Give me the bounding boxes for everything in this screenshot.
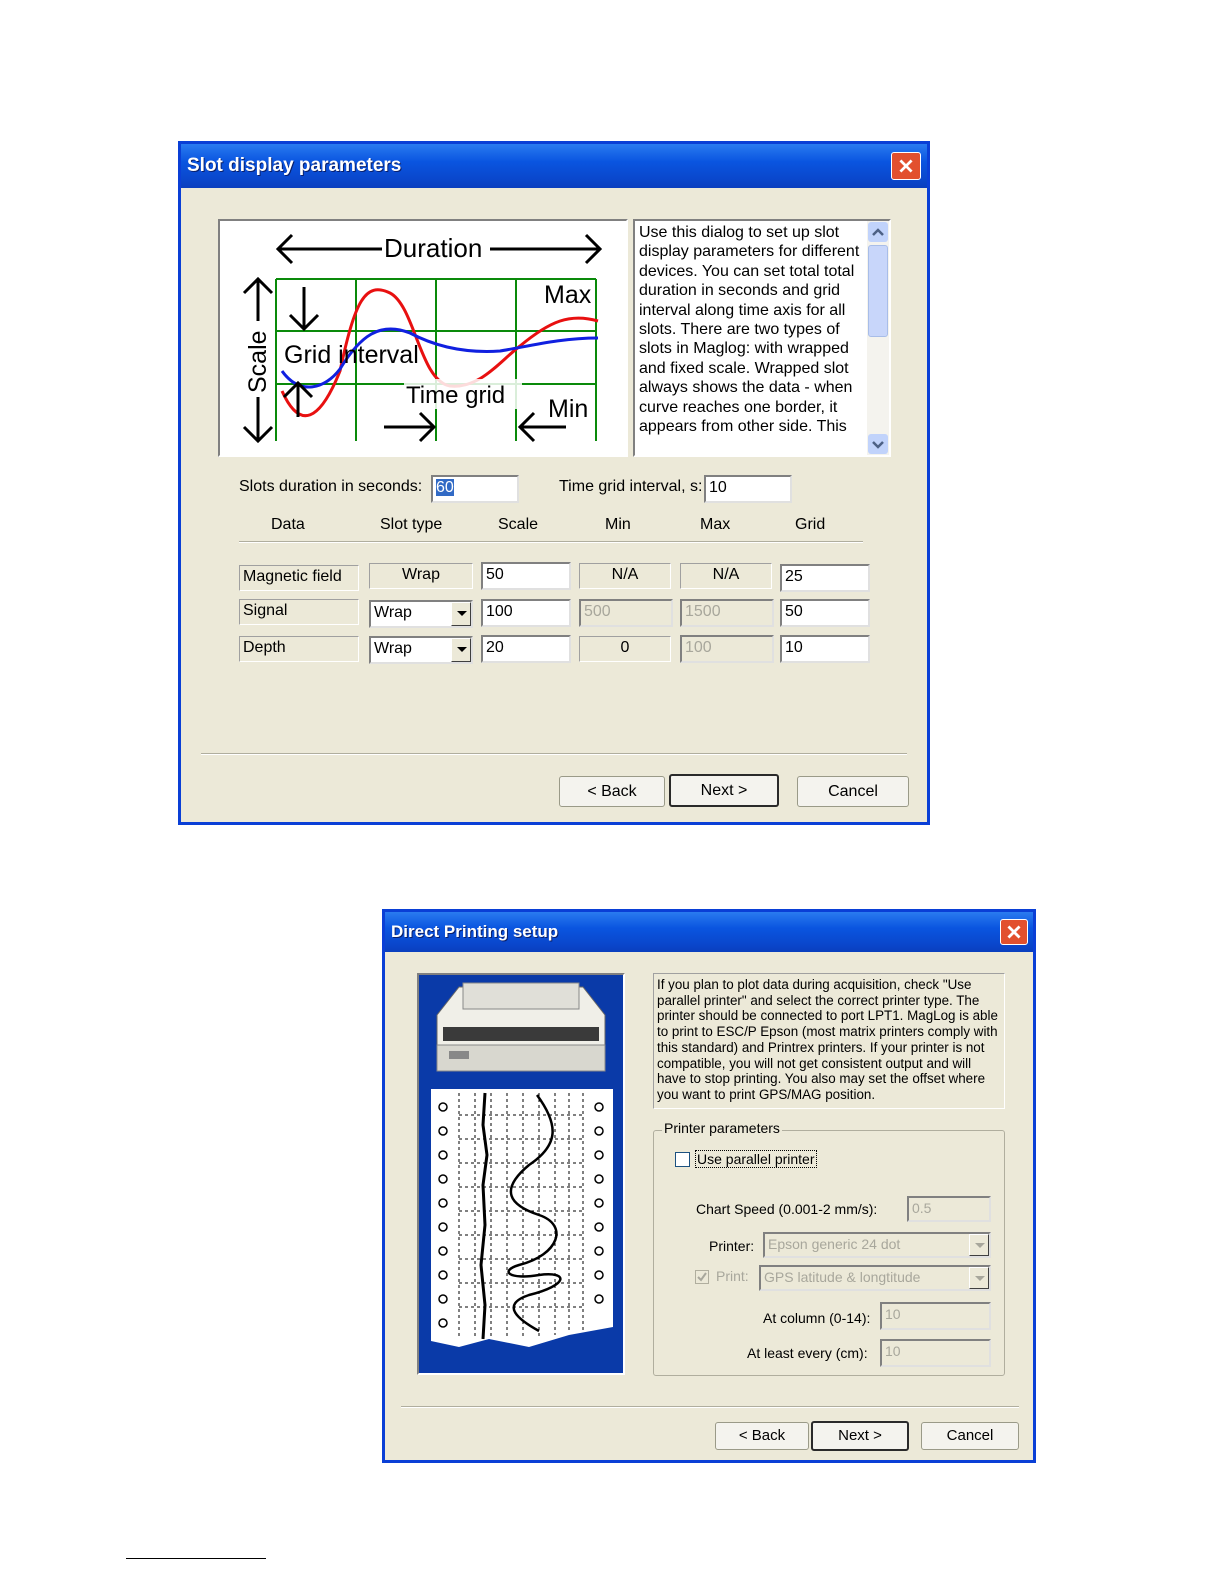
chart-speed-label: Chart Speed (0.001-2 mm/s):: [696, 1201, 878, 1217]
slots-duration-value: 60: [436, 479, 454, 496]
row-magnetic-field-min: N/A: [579, 563, 671, 589]
row-signal-slot-type-value: Wrap: [374, 604, 412, 621]
time-grid-label: Time grid: [406, 382, 506, 409]
time-grid-input[interactable]: 10: [704, 475, 792, 503]
group-label: Printer parameters: [664, 1120, 780, 1136]
cancel-button[interactable]: [797, 776, 909, 807]
footer-separator: [201, 753, 907, 755]
checkmark-icon: [696, 1271, 708, 1283]
row-magnetic-field-label: Magnetic field: [239, 565, 359, 591]
dropdown-arrow-icon[interactable]: [969, 1234, 989, 1256]
scroll-down-button[interactable]: [868, 434, 888, 454]
row-magnetic-field-grid[interactable]: 25: [780, 564, 870, 592]
max-label: Max: [544, 281, 592, 309]
footer-separator: [401, 1406, 1019, 1408]
col-header-min: Min: [605, 516, 631, 533]
close-icon: [1001, 920, 1027, 944]
at-least-label: At least every (cm):: [747, 1345, 868, 1361]
use-parallel-label[interactable]: Use parallel printer: [697, 1151, 815, 1167]
dialog-title: Direct Printing setup: [391, 922, 559, 941]
row-signal-scale[interactable]: 100: [481, 599, 571, 627]
row-depth-min: 0: [579, 636, 671, 662]
cancel-button-label: Cancel: [946, 1427, 994, 1444]
print-select-value: GPS latitude & longtitude: [764, 1269, 921, 1285]
use-parallel-checkbox[interactable]: [675, 1152, 690, 1167]
diagram-panel: [218, 219, 628, 457]
row-signal-max: 1500: [680, 599, 774, 627]
col-header-grid: Grid: [795, 516, 826, 533]
print-checkbox[interactable]: [695, 1270, 709, 1284]
row-depth-scale[interactable]: 20: [481, 635, 571, 663]
title-bar: [181, 144, 927, 188]
scale-label: Scale: [244, 330, 272, 393]
dialog-title: Slot display parameters: [187, 155, 402, 176]
row-signal-label: Signal: [239, 599, 359, 625]
print-label: Print:: [716, 1268, 749, 1284]
next-button[interactable]: [669, 774, 779, 807]
direct-printing-dialog: [382, 909, 1036, 1463]
at-column-input[interactable]: 10: [880, 1302, 991, 1330]
title-bar: [385, 912, 1033, 952]
row-magnetic-field-max: N/A: [680, 563, 772, 589]
row-depth-grid[interactable]: 10: [780, 635, 870, 663]
duration-label: Duration: [384, 233, 483, 263]
at-column-label: At column (0-14):: [763, 1310, 871, 1326]
help-text: If you plan to plot data during acquisition, check "Use parallel printer" and select the correct printer type. The printer should be connected to port LPT1. MagLog is able to print to ESC/P Epson (most matrix printers comply with this standard) and Printrex printers. If your printer is not compatible, you will not get consistent output and will have to stop printing. You also may set the offset where you want to print GPS/MAG position.: [657, 977, 998, 1102]
next-button[interactable]: [811, 1421, 909, 1451]
close-icon: [892, 153, 920, 179]
col-header-data: Data: [271, 516, 305, 533]
slots-duration-input[interactable]: [431, 475, 519, 503]
header-separator: [239, 541, 863, 543]
dropdown-arrow-icon[interactable]: [451, 602, 471, 626]
next-button-label: Next >: [700, 782, 748, 799]
row-signal-grid[interactable]: 50: [780, 599, 870, 627]
row-magnetic-field-scale[interactable]: 50: [481, 562, 571, 590]
help-scrollbar[interactable]: [867, 221, 889, 455]
next-button-label: Next >: [838, 1427, 882, 1444]
grid-interval-label: Grid interval: [284, 341, 419, 369]
close-button[interactable]: [1000, 919, 1028, 945]
row-depth-max: 100: [680, 635, 774, 663]
scroll-up-button[interactable]: [868, 222, 888, 242]
row-signal-min: 500: [579, 599, 673, 627]
row-signal-slot-type-select[interactable]: [369, 600, 473, 628]
scroll-thumb[interactable]: [868, 245, 888, 337]
back-button-label: < Back: [738, 1427, 786, 1444]
printer-select-value: Epson generic 24 dot: [768, 1236, 901, 1252]
help-textbox[interactable]: [633, 219, 891, 457]
printer-select[interactable]: [763, 1232, 991, 1258]
cancel-button[interactable]: [921, 1422, 1019, 1450]
dropdown-arrow-icon[interactable]: [969, 1267, 989, 1289]
printer-image: [419, 975, 623, 1373]
row-depth-slot-type-select[interactable]: [369, 636, 473, 664]
row-depth-slot-type-value: Wrap: [374, 640, 412, 657]
col-header-max: Max: [700, 516, 731, 533]
slot-diagram: [220, 221, 626, 455]
col-header-slot-type: Slot type: [380, 516, 443, 533]
close-button[interactable]: [891, 152, 921, 180]
dropdown-arrow-icon[interactable]: [451, 638, 471, 662]
back-button[interactable]: [715, 1422, 809, 1450]
time-grid-label: Time grid interval, s:: [559, 478, 703, 495]
slots-duration-label: Slots duration in seconds:: [239, 478, 423, 495]
min-label: Min: [548, 395, 589, 423]
row-depth-label: Depth: [239, 636, 359, 662]
back-button-label: < Back: [587, 783, 637, 800]
print-select[interactable]: [759, 1265, 991, 1291]
help-textbox: [653, 973, 1005, 1109]
help-text: Use this dialog to set up slot display parameters for different devices. You can set total total duration in seconds and grid interval along time axis for all slots. There are two types of slots in Maglog: with wrapped and fixed scale. Wrapped slot always shows the data - when curve reaches one border, it appears from other side. This: [639, 224, 860, 436]
chart-speed-input[interactable]: 0.5: [907, 1196, 991, 1222]
printer-label: Printer:: [709, 1238, 755, 1254]
row-magnetic-field-slot-type: Wrap: [369, 563, 473, 589]
col-header-scale: Scale: [498, 516, 539, 533]
back-button[interactable]: [559, 776, 665, 807]
slot-display-dialog: [178, 141, 930, 825]
at-least-input[interactable]: 10: [880, 1339, 991, 1367]
cancel-button-label: Cancel: [828, 783, 878, 800]
printer-illustration: [417, 973, 625, 1375]
chevron-up-icon: [868, 222, 888, 242]
chevron-down-icon: [868, 434, 888, 454]
footnote-rule: [126, 1558, 266, 1559]
